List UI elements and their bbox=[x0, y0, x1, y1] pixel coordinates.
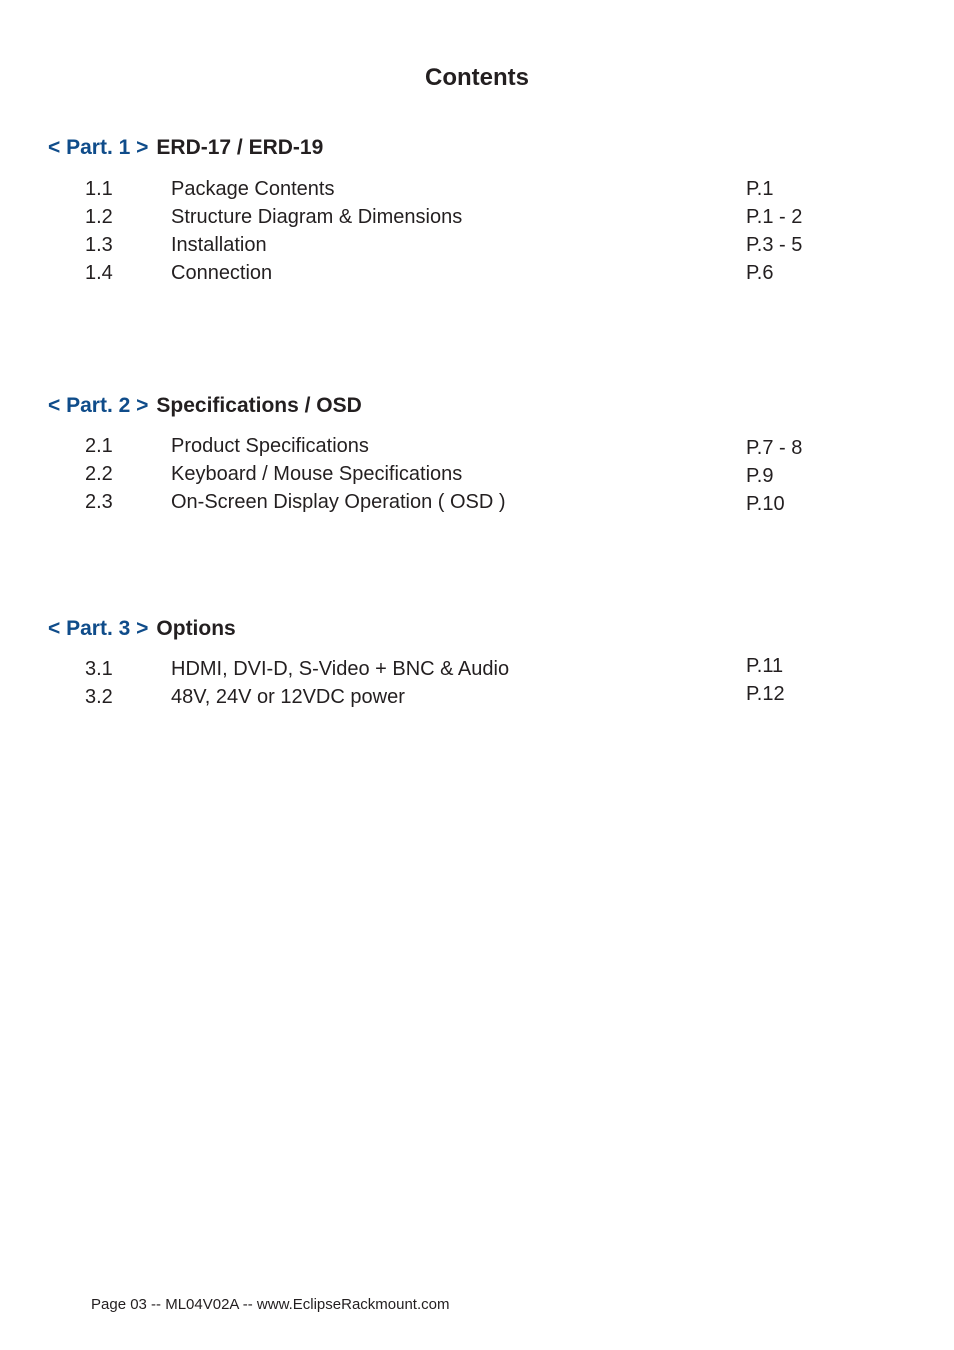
toc-entry[interactable] bbox=[0, 233, 900, 261]
entry-page: P.1 - 2 bbox=[746, 206, 803, 228]
entry-number: 2.3 bbox=[85, 491, 113, 513]
toc-entry[interactable] bbox=[0, 261, 900, 289]
entry-number: 3.2 bbox=[85, 686, 113, 708]
part-tag: < Part. 2 > bbox=[48, 394, 149, 417]
entry-label: 48V, 24V or 12VDC power bbox=[171, 686, 405, 708]
entry-page: P.10 bbox=[746, 493, 785, 515]
entry-number: 1.3 bbox=[85, 234, 113, 256]
entry-page: P.11 bbox=[746, 655, 784, 677]
toc-entry[interactable] bbox=[0, 205, 900, 233]
part-title: Specifications / OSD bbox=[156, 394, 362, 417]
entry-number: 2.2 bbox=[85, 463, 113, 485]
entry-page: P.9 bbox=[746, 465, 774, 487]
part-tag: < Part. 1 > bbox=[48, 136, 149, 159]
entry-number: 2.1 bbox=[85, 435, 113, 457]
entry-page: P.1 bbox=[746, 178, 774, 200]
entry-label: Installation bbox=[171, 234, 267, 256]
entry-number: 1.4 bbox=[85, 262, 113, 284]
entry-number: 3.1 bbox=[85, 658, 113, 680]
page-title: Contents bbox=[425, 64, 529, 91]
entry-number: 1.1 bbox=[85, 178, 113, 200]
entry-label: HDMI, DVI-D, S-Video + BNC & Audio bbox=[171, 658, 510, 680]
entry-label: Structure Diagram & Dimensions bbox=[171, 206, 463, 228]
entry-page: P.3 - 5 bbox=[746, 234, 803, 256]
part-title: Options bbox=[156, 617, 236, 640]
part-heading bbox=[48, 393, 362, 419]
part-tag: < Part. 3 > bbox=[48, 617, 149, 640]
entry-label: Connection bbox=[171, 262, 273, 284]
entry-number: 1.2 bbox=[85, 206, 113, 228]
entry-label: Keyboard / Mouse Specifications bbox=[171, 463, 463, 485]
part-heading bbox=[48, 135, 323, 161]
toc-entry[interactable] bbox=[0, 657, 900, 685]
entry-page: P.6 bbox=[746, 262, 774, 284]
toc-entry[interactable] bbox=[0, 685, 900, 713]
entry-page: P.7 - 8 bbox=[746, 437, 803, 459]
toc-entry[interactable] bbox=[0, 177, 900, 205]
page-footer: Page 03 -- ML04V02A -- www.EclipseRackmount.com bbox=[91, 1296, 450, 1313]
entry-page: P.12 bbox=[746, 683, 785, 705]
entry-label: On-Screen Display Operation ( OSD ) bbox=[171, 491, 506, 513]
toc-entry[interactable] bbox=[0, 490, 900, 518]
part-title: ERD-17 / ERD-19 bbox=[156, 136, 324, 159]
entry-label: Package Contents bbox=[171, 178, 335, 200]
entry-label: Product Specifications bbox=[171, 435, 369, 457]
toc-entry[interactable] bbox=[0, 434, 900, 462]
toc-entry[interactable] bbox=[0, 462, 900, 490]
part-heading bbox=[48, 616, 236, 642]
